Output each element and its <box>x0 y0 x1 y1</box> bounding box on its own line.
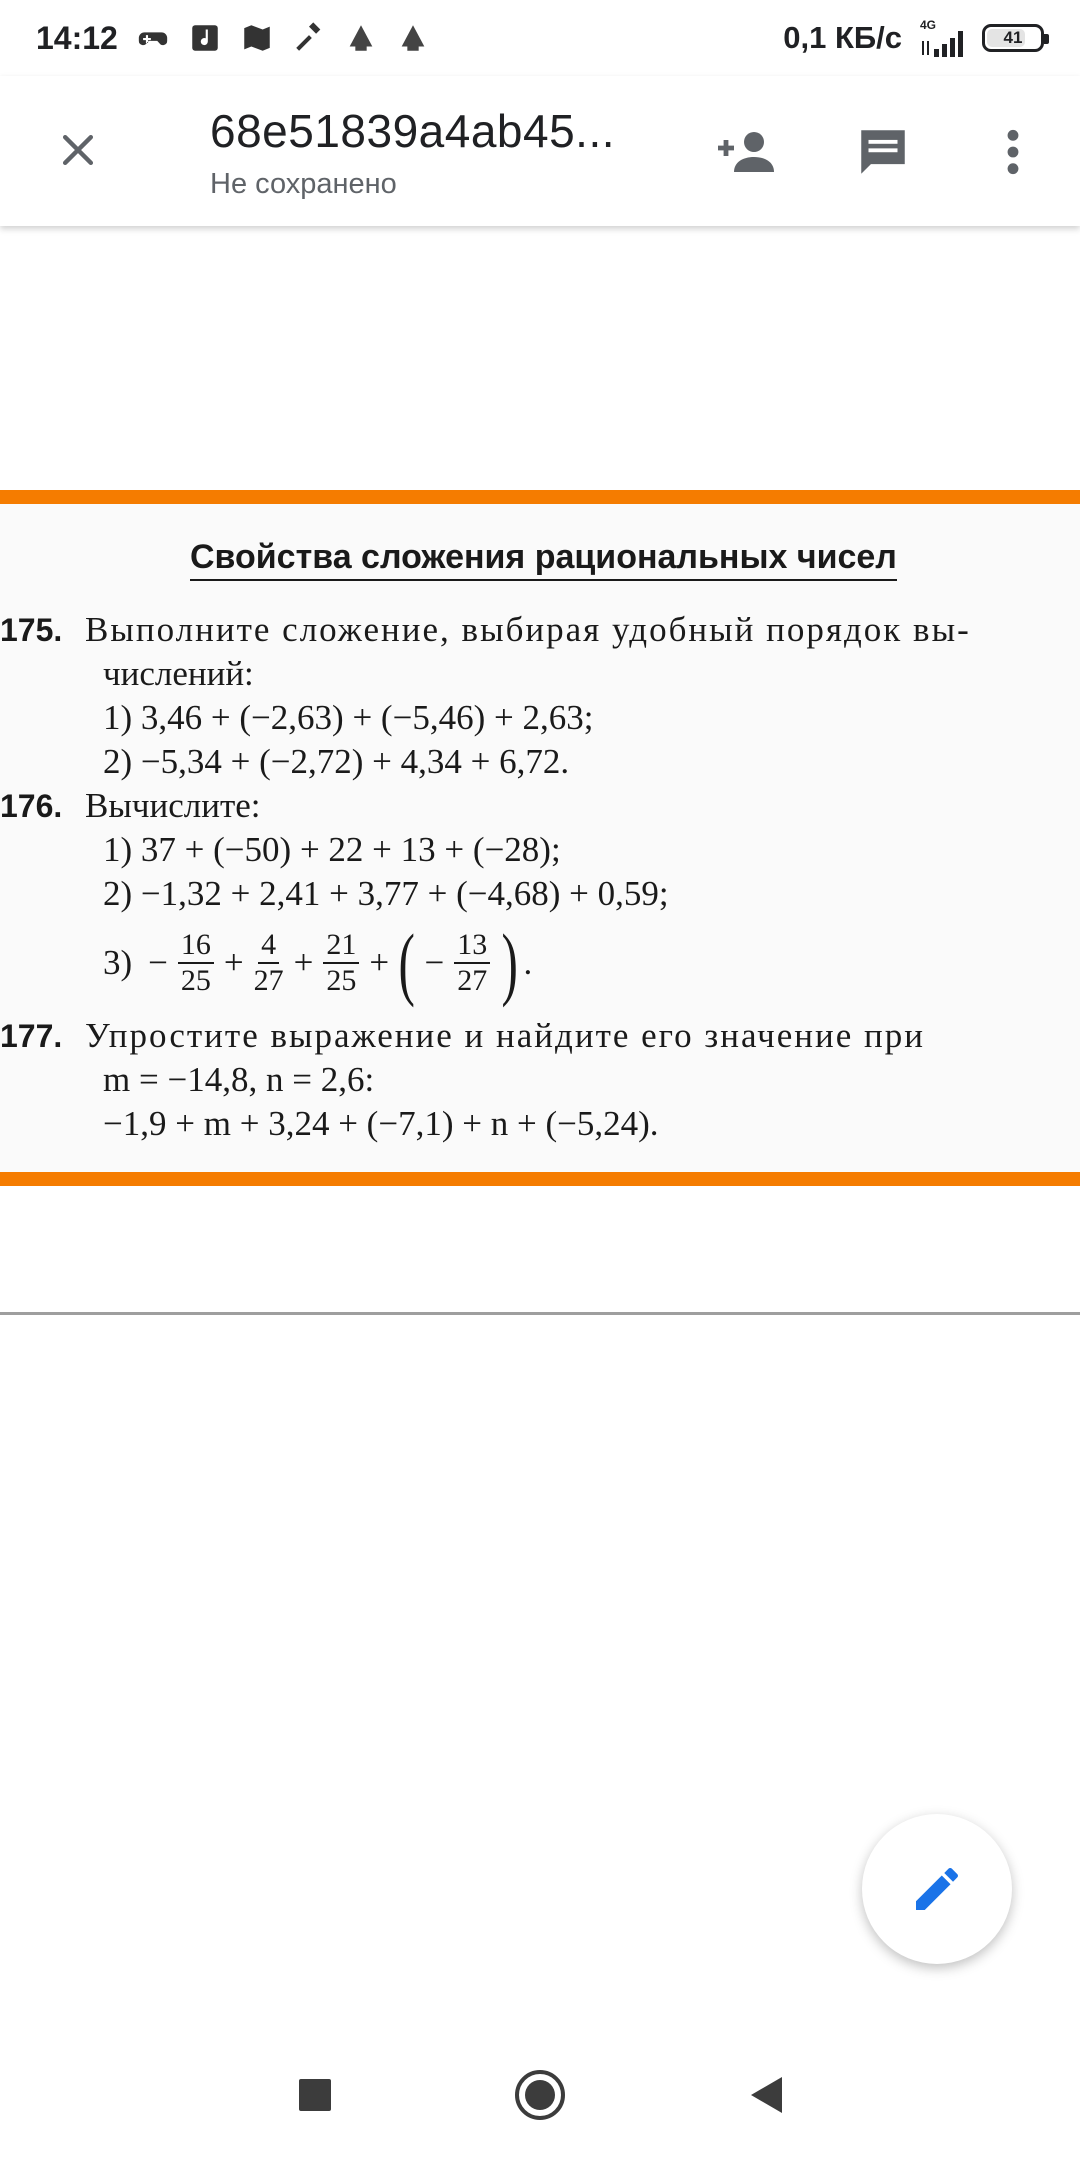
task-175-line <box>0 610 971 650</box>
task-text: Вычислите: <box>85 786 261 825</box>
notification-icon <box>344 21 378 55</box>
denominator: 27 <box>253 964 284 997</box>
battery-percent: 41 <box>1003 28 1023 47</box>
denominator: 25 <box>180 964 211 997</box>
status-bar-right <box>783 19 1044 57</box>
task-text: m = −14,8, n = 2,6: <box>103 1060 375 1099</box>
numerator: 21 <box>323 928 359 965</box>
signal-indicator <box>920 19 964 57</box>
status-bar <box>0 0 1080 76</box>
task-text: Выполните сложение, выбирая удобный порядок вы- <box>85 610 971 649</box>
task-number: 175. <box>0 612 63 648</box>
item-label: 3) <box>103 943 133 982</box>
signal-bars-icon <box>920 31 964 57</box>
fraction-expression <box>103 917 533 1008</box>
status-time: 14:12 <box>36 19 118 56</box>
document-title: 68e51839a4ab45... <box>210 105 616 157</box>
app-bar <box>0 76 1080 226</box>
section-heading: Свойства сложения рациональных чисел <box>190 538 897 581</box>
task-text: числений: <box>103 654 254 693</box>
task-text: 2) −1,32 + 2,41 + 3,77 + (−4,68) + 0,59; <box>103 874 669 913</box>
gamepad-icon <box>136 21 170 55</box>
hammer-icon <box>292 21 326 55</box>
task-text: 1) 37 + (−50) + 22 + 13 + (−28); <box>103 830 561 869</box>
home-button[interactable] <box>510 2065 570 2125</box>
right-paren: ) <box>501 917 519 1008</box>
more-vert-icon <box>1003 127 1023 177</box>
triangle-back-icon <box>748 2075 784 2115</box>
task-text: −1,9 + m + 3,24 + (−7,1) + n + (−5,24). <box>103 1104 659 1143</box>
fraction <box>178 928 214 999</box>
notification-icon <box>396 21 430 55</box>
page-divider <box>0 1312 1080 1315</box>
numerator: 16 <box>178 928 214 965</box>
task-number: 176. <box>0 788 63 824</box>
person-add-icon <box>716 127 780 177</box>
document-titles <box>210 104 615 201</box>
sign: + <box>223 943 244 982</box>
fraction <box>323 928 359 999</box>
end-punct: . <box>523 943 533 982</box>
sign: − <box>148 943 168 982</box>
denominator: 27 <box>457 964 488 997</box>
sign: + <box>293 943 314 982</box>
square-icon <box>297 2077 333 2113</box>
save-status: Не сохранено <box>210 168 397 200</box>
map-app-icon <box>240 21 274 55</box>
close-button[interactable] <box>48 120 108 180</box>
task-text: 1) 3,46 + (−2,63) + (−5,46) + 2,63; <box>103 698 594 737</box>
left-paren: ( <box>398 917 416 1008</box>
inner-sign: − <box>424 943 445 982</box>
close-icon <box>56 128 100 172</box>
comment-icon <box>854 123 912 181</box>
fraction <box>454 928 490 999</box>
edit-button[interactable] <box>862 1814 1012 1964</box>
music-app-icon <box>188 21 222 55</box>
pencil-icon <box>909 1861 965 1917</box>
recents-button[interactable] <box>285 2065 345 2125</box>
more-options-button[interactable] <box>981 120 1045 184</box>
task-text: Упростите выражение и найдите его значение при <box>85 1016 925 1055</box>
network-speed: 0,1 КБ/с <box>783 20 902 55</box>
comments-button[interactable] <box>851 120 915 184</box>
fraction <box>254 928 284 999</box>
share-button[interactable] <box>716 120 780 184</box>
task-176-line <box>0 786 261 826</box>
denominator: 25 <box>326 964 357 997</box>
sign: + <box>369 943 390 982</box>
battery-icon <box>982 24 1044 52</box>
system-nav-bar <box>0 2030 1080 2160</box>
task-177-line <box>0 1016 925 1056</box>
network-type: 4G <box>920 18 937 32</box>
status-bar-left <box>36 20 430 57</box>
numerator: 4 <box>258 928 279 965</box>
circle-icon <box>513 2068 567 2122</box>
numerator: 13 <box>454 928 490 965</box>
task-text: 2) −5,34 + (−2,72) + 4,34 + 6,72. <box>103 742 570 781</box>
document-image <box>0 490 1080 1186</box>
task-number: 177. <box>0 1018 63 1054</box>
back-button[interactable] <box>736 2065 796 2125</box>
